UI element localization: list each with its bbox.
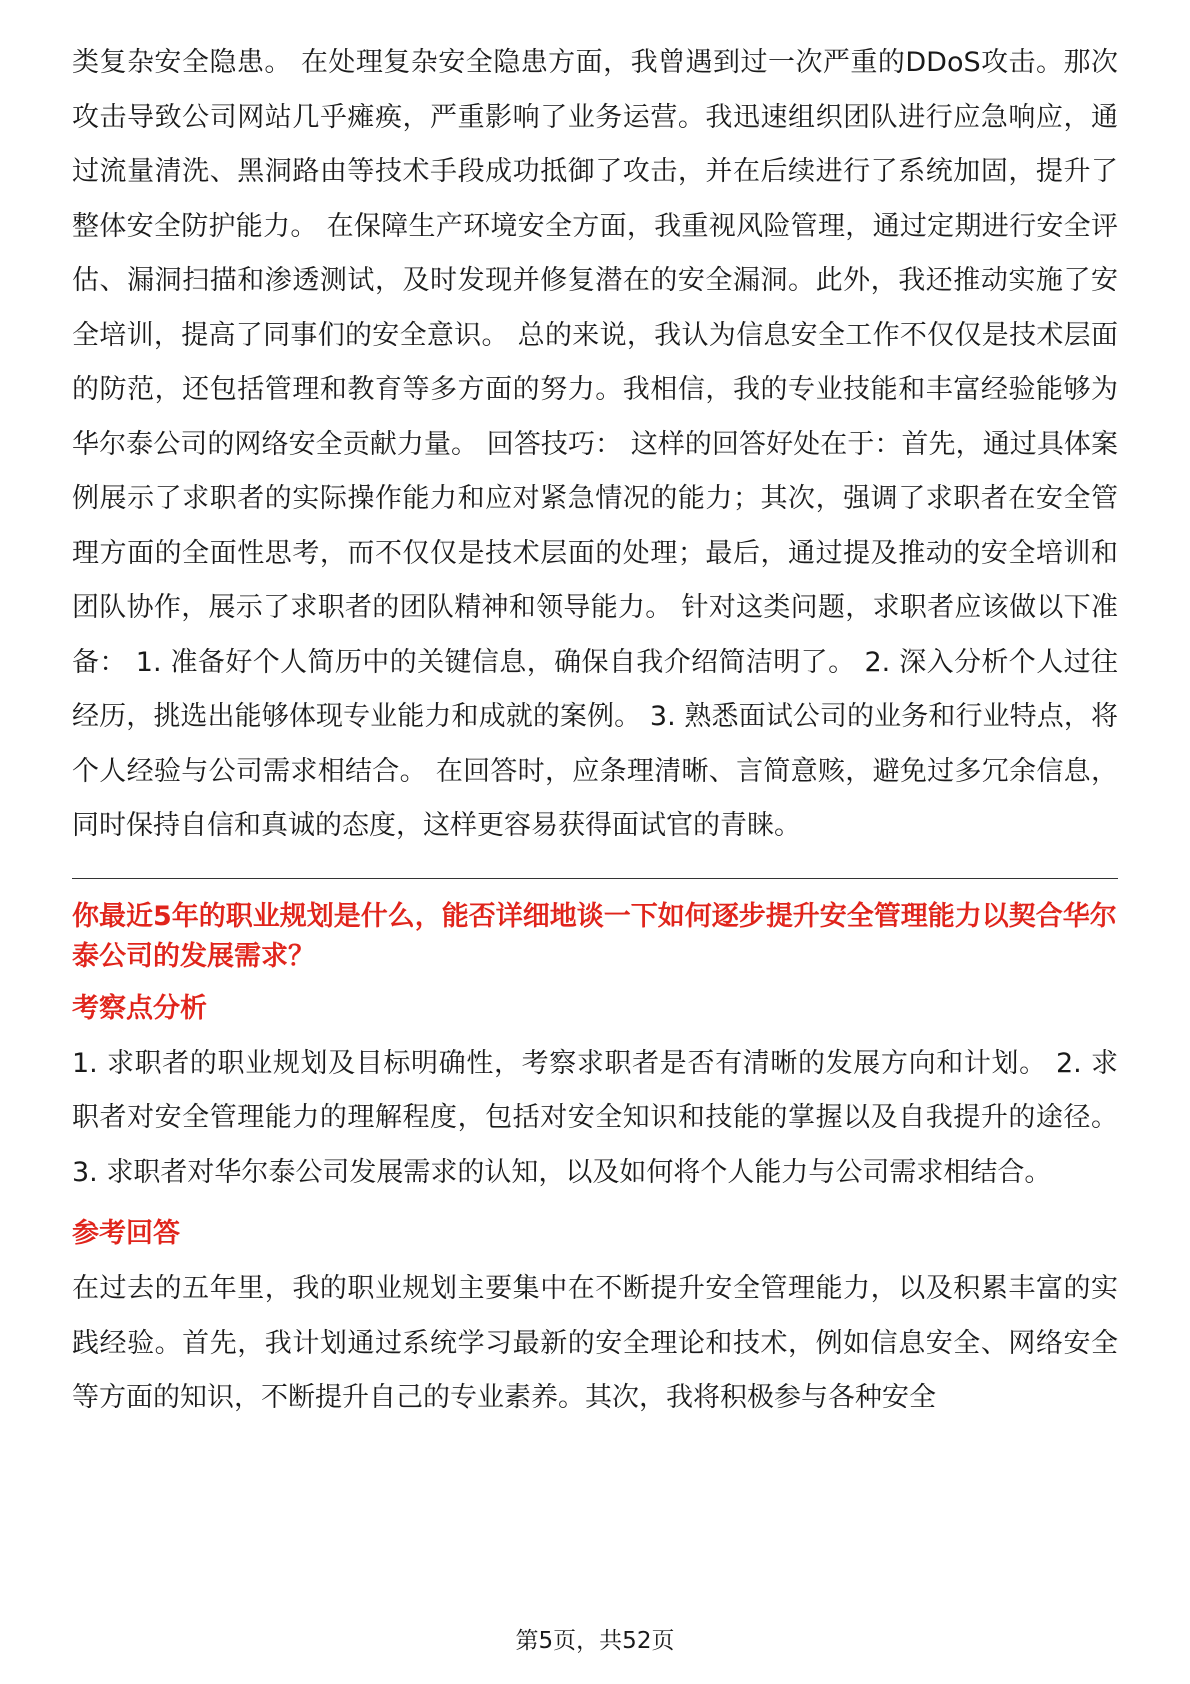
section-spacer <box>72 1200 1118 1212</box>
answer-continuation-paragraph: 类复杂安全隐患。 在处理复杂安全隐患方面，我曾遇到过一次严重的DDoS攻击。那次攻击导致公司网站几乎瘫痪，严重影响了业务运营。我迅速组织团队进行应急响应，通过流量清洗、黑洞路由等技术手段成功抵御了攻击，并在后续进行了系统加固，提升了整体安全防护能力。 在保障生产环境安全方面，我重视风险管理，通过定期进行安全评估、漏洞扫描和渗透测试，及时发现并修复潜在的安全漏洞。此外，我还推动实施了安全培训，提高了同事们的安全意识。 总的来说，我认为信息安全工作不仅仅是技术层面的防范，还包括管理和教育等多方面的努力。我相信，我的专业技能和丰富经验能够为华尔泰公司的网络安全贡献力量。 回答技巧： 这样的回答好处在于：首先，通过具体案例展示了求职者的实际操作能力和应对紧急情况的能力；其次，强调了求职者在安全管理方面的全面性思考，而不仅仅是技术层面的处理；最后，通过提及推动的安全培训和团队协作，展示了求职者的团队精神和领导能力。 针对这类问题，求职者应该做以下准备： 1. 准备好个人简历中的关键信息，确保自我介绍简洁明了。 2. 深入分析个人过往经历，挑选出能够体现专业能力和成就的案例。 3. 熟悉面试公司的业务和行业特点，将个人经验与公司需求相结合。 在回答时，应条理清晰、言简意赅，避免过多冗余信息，同时保持自信和真诚的态度，这样更容易获得面试官的青睐。 <box>72 47 1118 841</box>
page-content <box>72 36 1118 1426</box>
reference-answer-paragraph: 在过去的五年里，我的职业规划主要集中在不断提升安全管理能力，以及积累丰富的实践经验。首先，我计划通过系统学习最新的安全理论和技术，例如信息安全、网络安全等方面的知识，不断提升自己的专业素养。其次，我将积极参与各种安全 <box>72 1273 1118 1413</box>
analysis-paragraph: 1. 求职者的职业规划及目标明确性，考察求职者是否有清晰的发展方向和计划。 2. 求职者对安全管理能力的理解程度，包括对安全知识和技能的掌握以及自我提升的途径。 3. 求职者对华尔泰公司发展需求的认知，以及如何将个人能力与公司需求相结合。 <box>72 1047 1118 1188</box>
page-number: 第5页，共52页 <box>515 1628 675 1654</box>
analysis-heading: 考察点分析 <box>72 992 207 1024</box>
section-divider <box>72 878 1118 879</box>
interview-question: 你最近5年的职业规划是什么，能否详细地谈一下如何逐步提升安全管理能力以契合华尔泰公司的发展需求？ <box>72 900 1117 972</box>
reference-answer-heading: 参考回答 <box>72 1218 180 1249</box>
